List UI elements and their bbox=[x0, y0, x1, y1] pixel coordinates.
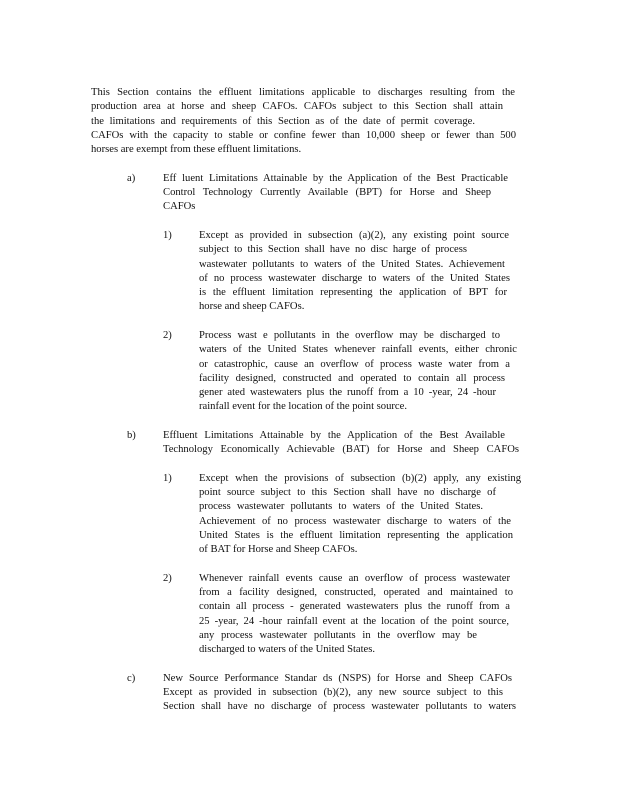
section-body-line: Except as provided in subsection (b)(2), any new source subject to this bbox=[163, 687, 503, 698]
item-line: any process wastewater pollutants in the overflow may be bbox=[199, 630, 477, 641]
section-heading-line: CAFOs bbox=[163, 201, 196, 212]
item-marker: 1) bbox=[163, 230, 172, 241]
item-line: gener ated wastewaters plus the runoff from a 10 -year, 24 -hour bbox=[199, 387, 496, 398]
text-line: production area at horse and sheep CAFOs. CAFOs subject to this Section shall attain bbox=[91, 101, 503, 112]
item-line: waters of the United States whenever rainfall events, either chronic bbox=[199, 344, 517, 355]
item-marker: 2) bbox=[163, 573, 172, 584]
item-line: of no process wastewater discharge to waters of the United States bbox=[199, 273, 510, 284]
text-line: the limitations and requirements of this Section as of the date of permit coverage. bbox=[91, 116, 475, 127]
item-line: from a facility designed, constructed, operated and maintained to bbox=[199, 587, 513, 598]
item-line: process wastewater pollutants to waters of the United States. bbox=[199, 501, 483, 512]
item-line: point source subject to this Section shall have no discharge of bbox=[199, 487, 496, 498]
item-line: horse and sheep CAFOs. bbox=[199, 301, 305, 312]
section-marker: a) bbox=[127, 173, 136, 184]
item-line: Process wast e pollutants in the overflow may be discharged to bbox=[199, 330, 500, 341]
item-line: United States is the effluent limitation representing the application bbox=[199, 530, 513, 541]
item-line: 25 -year, 24 -hour rainfall event at the location of the point source, bbox=[199, 616, 509, 627]
item-line: contain all process - generated wastewaters plus the runoff from a bbox=[199, 601, 510, 612]
item-line: rainfall event for the location of the point source. bbox=[199, 401, 407, 412]
text-line: horses are exempt from these effluent limitations. bbox=[91, 144, 302, 155]
section-heading-line: Eff luent Limitations Attainable by the Application of the Best Practicable bbox=[163, 173, 508, 184]
section-heading-line: Effluent Limitations Attainable by the Application of the Best Available bbox=[163, 430, 505, 441]
item-line: Except when the provisions of subsection (b)(2) apply, any existing bbox=[199, 473, 521, 484]
item-line: wastewater pollutants to waters of the United States. Achievement bbox=[199, 259, 505, 270]
section-marker: c) bbox=[127, 673, 136, 684]
text-line: This Section contains the effluent limitations applicable to discharges resulting from the bbox=[91, 87, 515, 98]
item-line: discharged to waters of the United States. bbox=[199, 644, 376, 655]
item-line: facility designed, constructed and operated to contain all process bbox=[199, 373, 505, 384]
section-heading-line: Technology Economically Achievable (BAT) for Horse and Sheep CAFOs bbox=[163, 444, 519, 455]
item-line: subject to this Section shall have no disc harge of process bbox=[199, 244, 467, 255]
item-marker: 1) bbox=[163, 473, 172, 484]
item-line: is the effluent limitation representing the application of BPT for bbox=[199, 287, 507, 298]
item-marker: 2) bbox=[163, 330, 172, 341]
section-body-line: Section shall have no discharge of process wastewater pollutants to waters bbox=[163, 701, 516, 712]
item-line: Whenever rainfall events cause an overflow of process wastewater bbox=[199, 573, 510, 584]
item-line: of BAT for Horse and Sheep CAFOs. bbox=[199, 544, 358, 555]
section-marker: b) bbox=[127, 430, 136, 441]
item-line: Achievement of no process wastewater discharge to waters of the bbox=[199, 516, 511, 527]
item-line: Except as provided in subsection (a)(2), any existing point source bbox=[199, 230, 509, 241]
section-heading-line: New Source Performance Standar ds (NSPS) for Horse and Sheep CAFOs bbox=[163, 673, 512, 684]
item-line: or catastrophic, cause an overflow of process waste water from a bbox=[199, 359, 510, 370]
text-line: CAFOs with the capacity to stable or confine fewer than 10,000 sheep or fewer than 500 bbox=[91, 130, 516, 141]
section-heading-line: Control Technology Currently Available (BPT) for Horse and Sheep bbox=[163, 187, 491, 198]
